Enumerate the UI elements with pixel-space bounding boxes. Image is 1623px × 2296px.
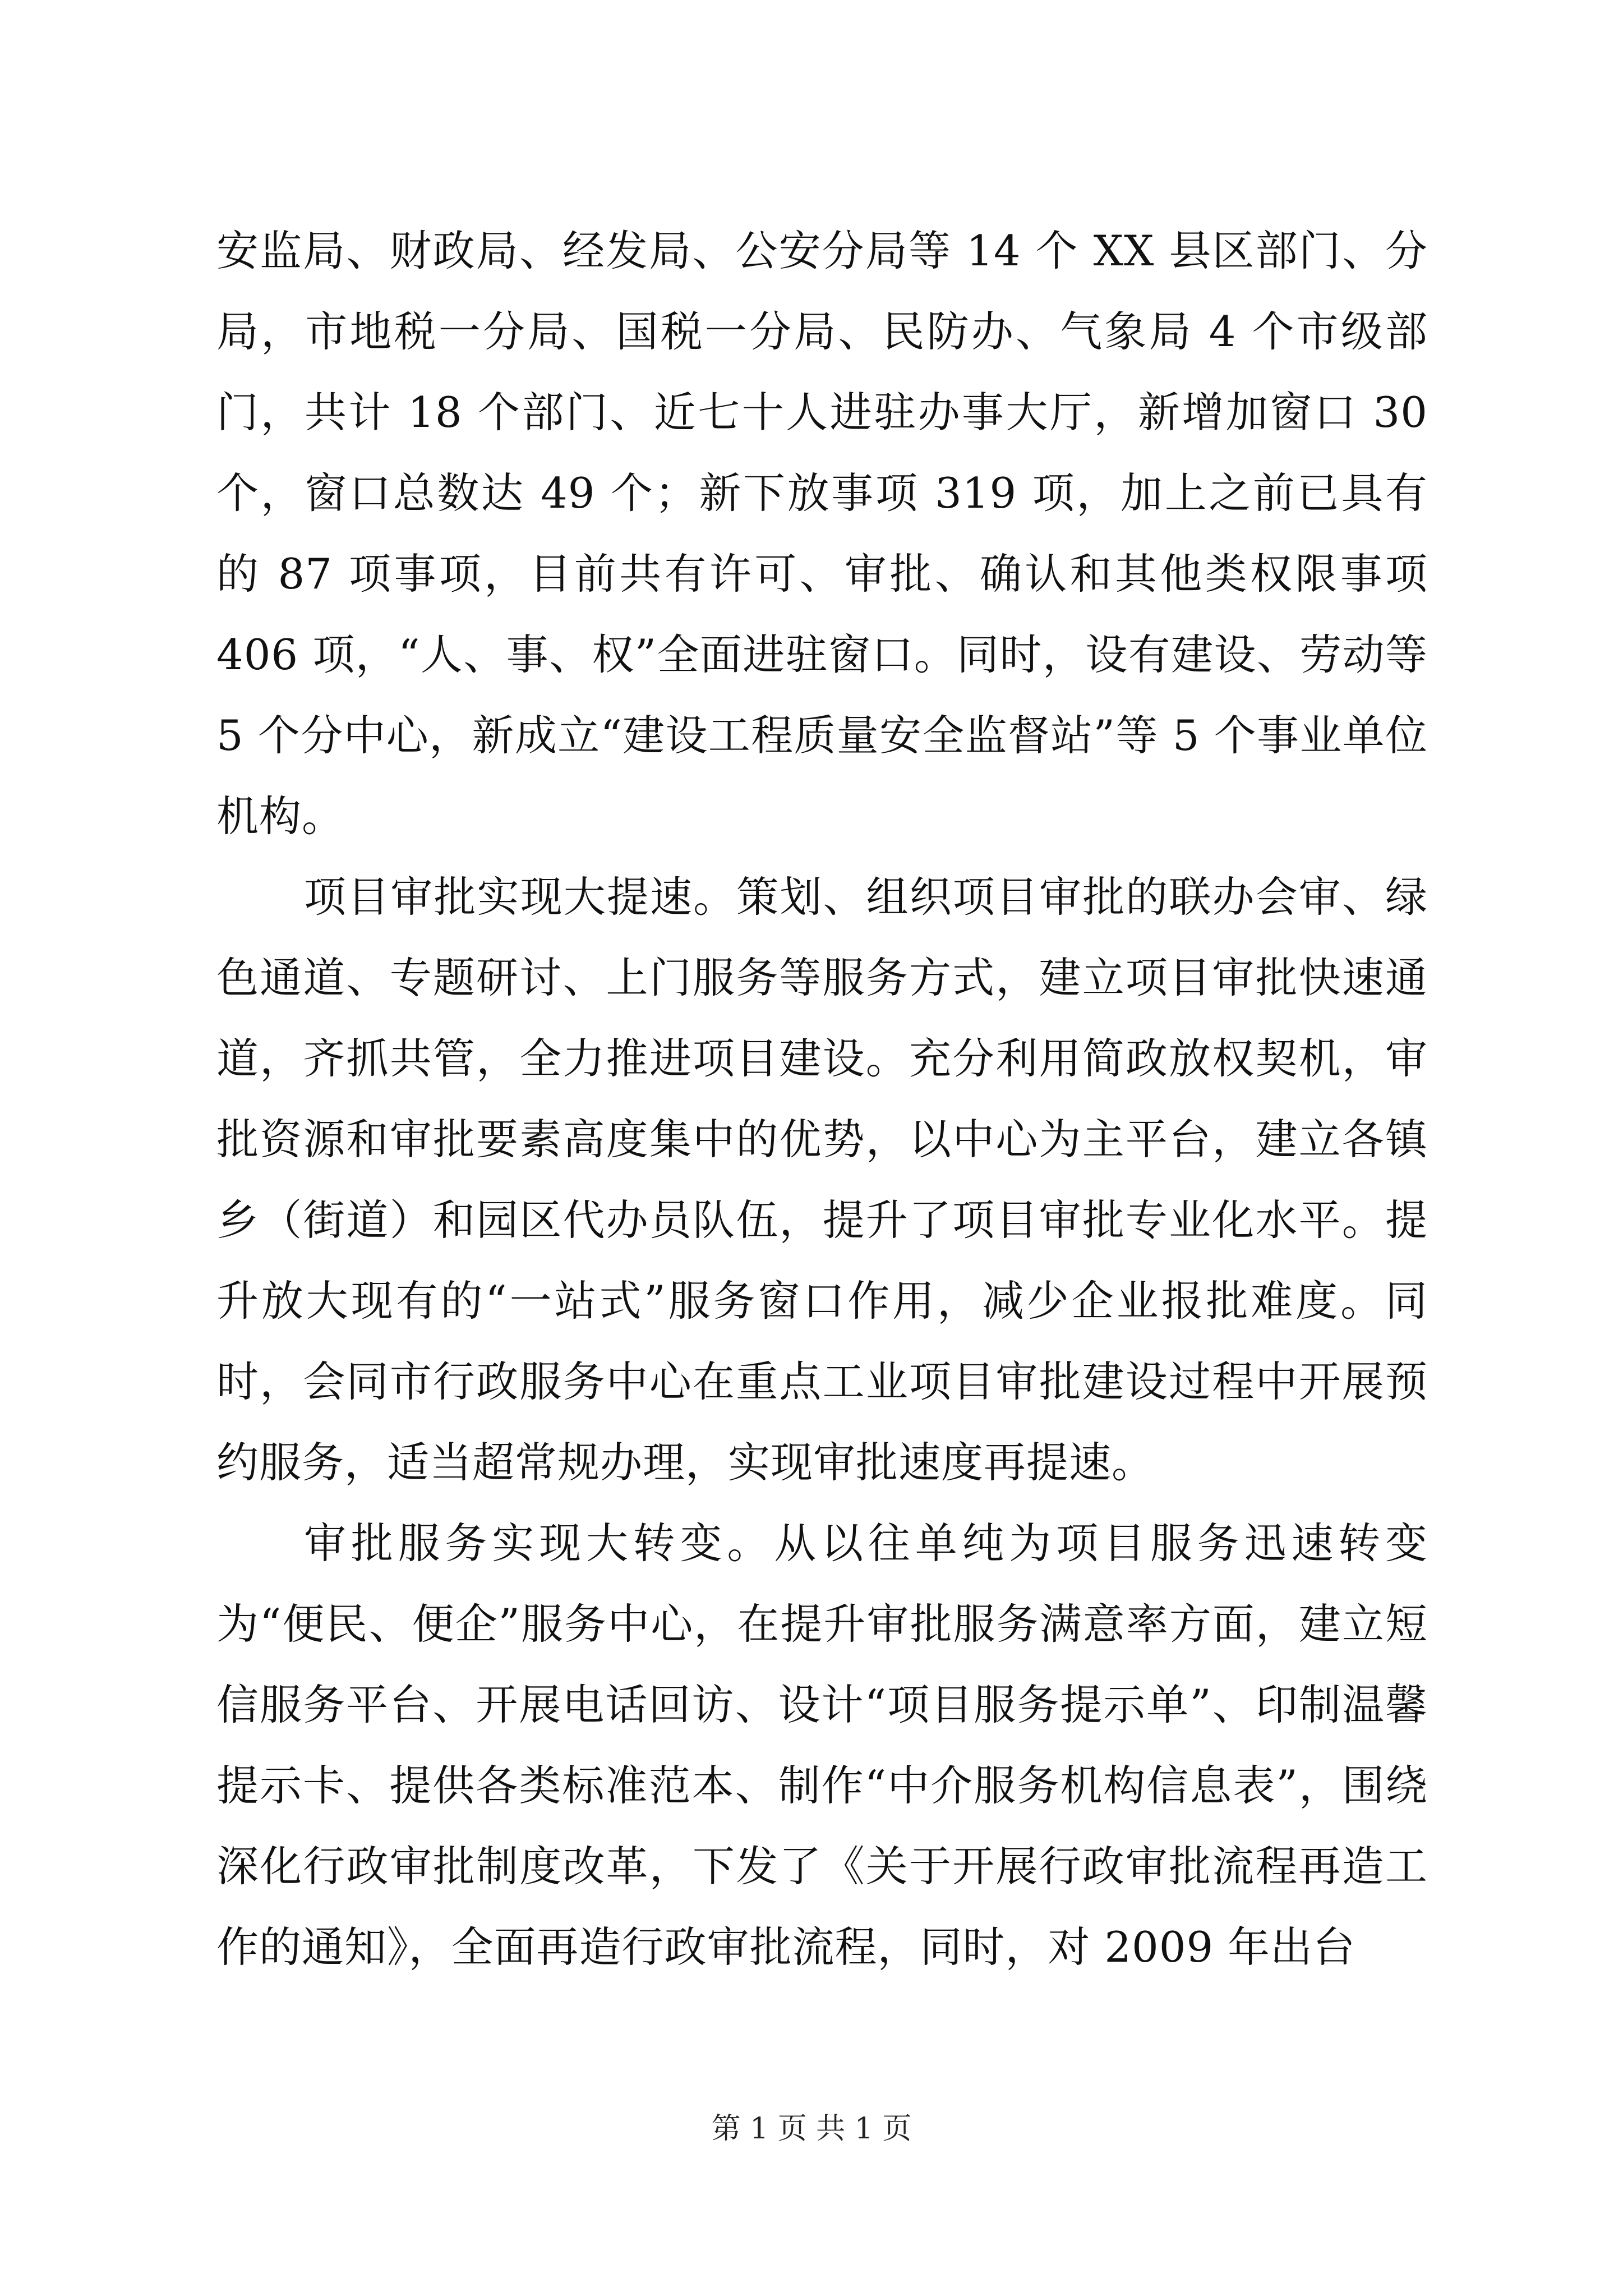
paragraph-1: 安监局、财政局、经发局、公安分局等 14 个 XX 县区部门、分局，市地税一分局、国税一分局、民防办、气象局 4 个市级部门，共计 18 个部门、近七十人进驻办事大厅，新增加窗口 30 个，窗口总数达 49 个；新下放事项 319 项，加上之前已具有的 87 项事项，目前共有许可、审批、确认和其他类权限事项 406 项，“人、事、权”全面进驻窗口。同时，设有建设、劳动等 5 个分中心，新成立“建设工程质量安全监督站”等 5 个事业单位机构。 — [216, 226, 1428, 841]
paragraph-3: 审批服务实现大转变。从以往单纯为项目服务迅速转变为“便民、便企”服务中心，在提升审批服务满意率方面，建立短信服务平台、开展电话回访、设计“项目服务提示单”、印制温馨提示卡、提供各类标准范本、制作“中介服务机构信息表”，围绕深化行政审批制度改革，下发了《关于开展行政审批流程再造工作的通知》，全面再造行政审批流程，同时，对 2009 年出台 — [216, 1519, 1428, 1972]
page-footer: 第 1 页 共 1 页 — [711, 2112, 912, 2146]
document-body — [216, 210, 1428, 1987]
paragraph-2: 项目审批实现大提速。策划、组织项目审批的联办会审、绿色通道、专题研讨、上门服务等服务方式，建立项目审批快速通道，齐抓共管，全力推进项目建设。充分利用简政放权契机，审批资源和审批要素高度集中的优势，以中心为主平台，建立各镇乡（街道）和园区代办员队伍，提升了项目审批专业化水平。提升放大现有的“一站式”服务窗口作用，减少企业报批难度。同时，会同市行政服务中心在重点工业项目审批建设过程中开展预约服务，适当超常规办理，实现审批速度再提速。 — [216, 872, 1428, 1487]
